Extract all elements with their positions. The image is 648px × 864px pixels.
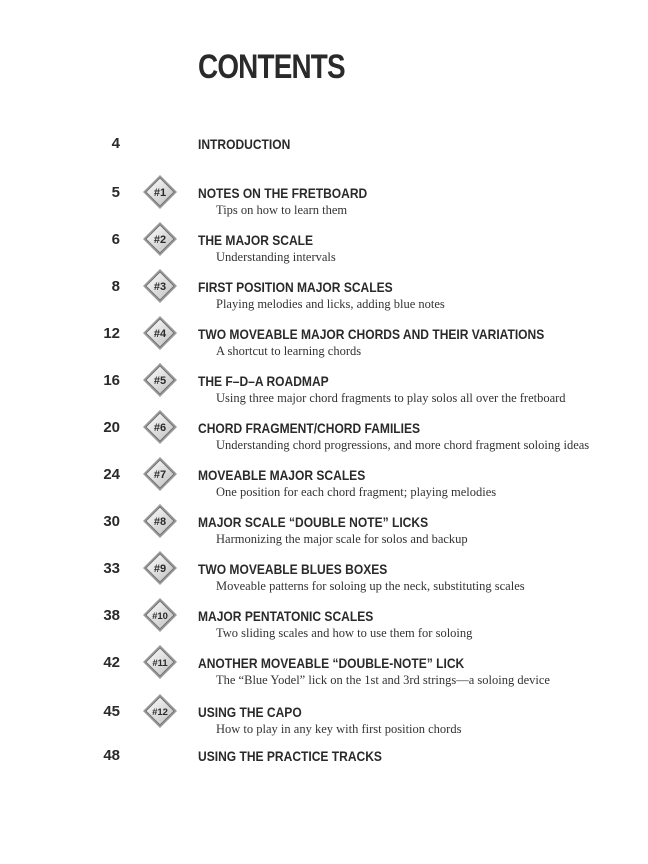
page-number: 45	[103, 703, 120, 720]
toc-entry	[0, 372, 648, 416]
section-description: Playing melodies and licks, adding blue notes	[216, 297, 445, 311]
roadmap-diamond-icon	[142, 268, 178, 304]
toc-entry	[0, 325, 648, 369]
section-heading: INTRODUCTION	[198, 136, 291, 152]
section-description: How to play in any key with first position chords	[216, 722, 462, 736]
roadmap-diamond-icon	[142, 550, 178, 586]
toc-entry	[0, 607, 648, 651]
roadmap-number: #3	[153, 281, 167, 293]
section-description: A shortcut to learning chords	[216, 344, 362, 358]
toc-entry	[0, 560, 648, 604]
page-number: 48	[103, 747, 120, 764]
roadmap-number: #7	[153, 469, 167, 481]
section-heading: MOVEABLE MAJOR SCALES	[198, 467, 366, 483]
toc-entry	[0, 419, 648, 463]
section-heading: MAJOR PENTATONIC SCALES	[198, 608, 374, 624]
section-heading: USING THE PRACTICE TRACKS	[198, 748, 382, 764]
page-number: 30	[103, 513, 120, 530]
section-heading: USING THE CAPO	[198, 704, 302, 720]
page-number: 6	[111, 231, 120, 248]
toc-entry	[0, 513, 648, 557]
roadmap-number: #9	[153, 563, 167, 575]
toc-entry	[0, 703, 648, 747]
roadmap-number: #2	[153, 234, 167, 246]
toc-entry	[0, 278, 648, 322]
roadmap-number: #11	[152, 658, 168, 669]
roadmap-diamond-icon	[142, 693, 178, 729]
page-number: 38	[103, 607, 120, 624]
section-heading: MAJOR SCALE “DOUBLE NOTE” LICKS	[198, 514, 429, 530]
section-description: The “Blue Yodel” lick on the 1st and 3rd strings—a soloing device	[216, 673, 550, 687]
toc-entry	[0, 747, 648, 791]
page-number: 24	[103, 466, 120, 483]
section-description: Two sliding scales and how to use them for soloing	[216, 626, 473, 640]
page-number: 20	[103, 419, 120, 436]
page-number: 4	[111, 135, 120, 152]
page-number: 5	[111, 184, 120, 201]
roadmap-number: #4	[153, 328, 167, 340]
roadmap-diamond-icon	[142, 362, 178, 398]
section-heading: TWO MOVEABLE BLUES BOXES	[198, 561, 388, 577]
page-number: 12	[103, 325, 120, 342]
section-description: Tips on how to learn them	[216, 203, 348, 217]
toc-entry	[0, 231, 648, 275]
roadmap-number: #5	[153, 375, 167, 387]
roadmap-diamond-icon	[142, 644, 178, 680]
roadmap-diamond-icon	[142, 597, 178, 633]
section-heading: CHORD FRAGMENT/CHORD FAMILIES	[198, 420, 421, 436]
toc-entry	[0, 184, 648, 228]
roadmap-number: #1	[153, 187, 167, 199]
section-heading: NOTES ON THE FRETBOARD	[198, 185, 368, 201]
section-description: Moveable patterns for soloing up the neck, substituting scales	[216, 579, 525, 593]
section-heading: THE F–D–A ROADMAP	[198, 373, 329, 389]
roadmap-diamond-icon	[142, 315, 178, 351]
roadmap-diamond-icon	[142, 456, 178, 492]
section-description: Using three major chord fragments to play solos all over the fretboard	[216, 391, 566, 405]
section-description: One position for each chord fragment; playing melodies	[216, 485, 497, 499]
section-description: Harmonizing the major scale for solos and backup	[216, 532, 468, 546]
toc-entry	[0, 654, 648, 698]
roadmap-number: #6	[153, 422, 167, 434]
section-heading: THE MAJOR SCALE	[198, 232, 314, 248]
toc-entry	[0, 135, 648, 179]
section-description: Understanding chord progressions, and more chord fragment soloing ideas	[216, 438, 590, 452]
page-number: 8	[111, 278, 120, 295]
section-description: Understanding intervals	[216, 250, 336, 264]
page-number: 42	[103, 654, 120, 671]
roadmap-diamond-icon	[142, 503, 178, 539]
page-number: 33	[103, 560, 120, 577]
section-heading: FIRST POSITION MAJOR SCALES	[198, 279, 393, 295]
roadmap-number: #10	[152, 611, 168, 622]
roadmap-diamond-icon	[142, 221, 178, 257]
page-title: CONTENTS	[198, 48, 345, 86]
toc-entry	[0, 466, 648, 510]
section-heading: TWO MOVEABLE MAJOR CHORDS AND THEIR VARIATIONS	[198, 326, 545, 342]
page-number: 16	[103, 372, 120, 389]
roadmap-diamond-icon	[142, 174, 178, 210]
roadmap-number: #12	[152, 707, 168, 718]
section-heading: ANOTHER MOVEABLE “DOUBLE-NOTE” LICK	[198, 655, 465, 671]
roadmap-diamond-icon	[142, 409, 178, 445]
roadmap-number: #8	[153, 516, 167, 528]
